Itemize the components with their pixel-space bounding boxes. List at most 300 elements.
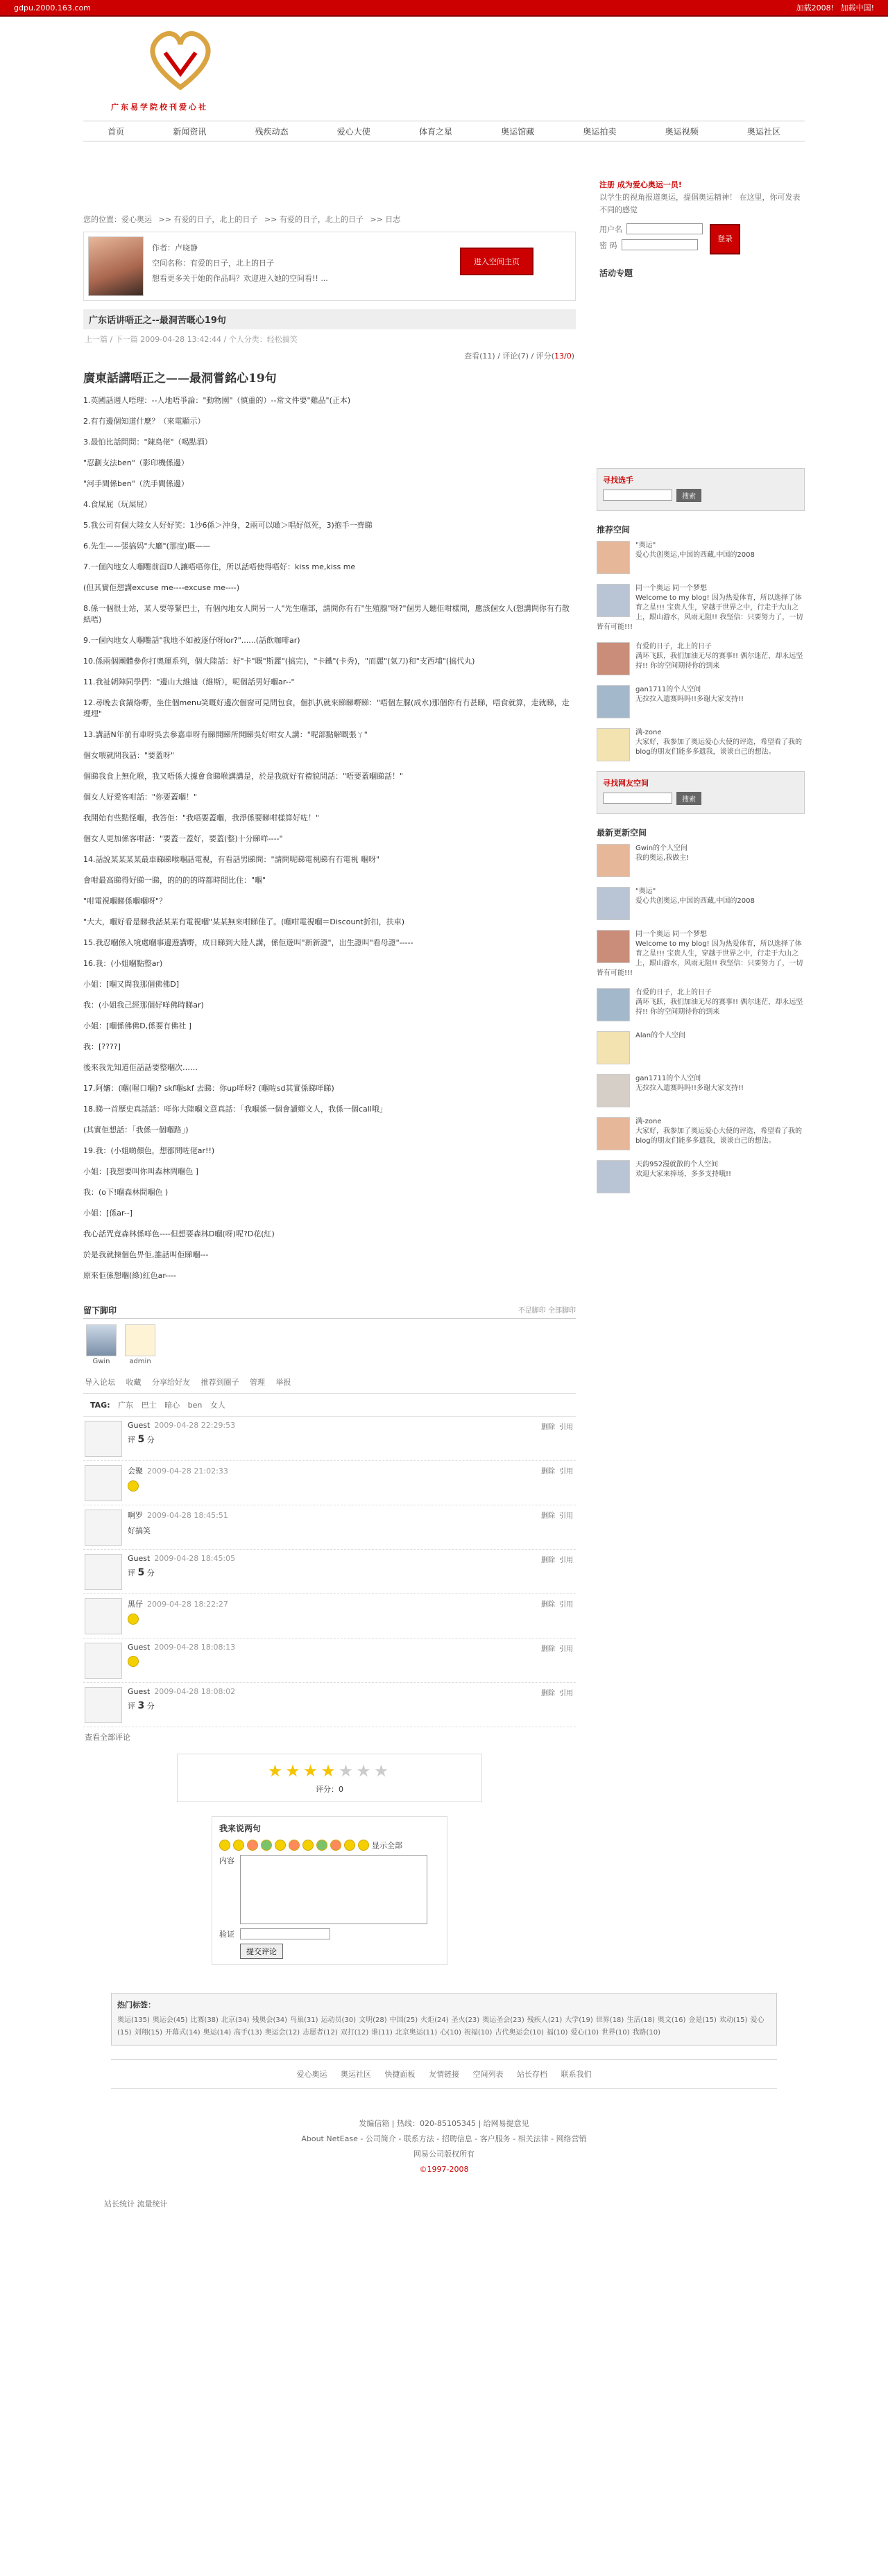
post-heading: 廣東話講唔正之——最洞嘗銘心19句 xyxy=(83,372,277,386)
footer-contact: 发编信箱 | 热线：020-85105345 | 给网易提意见 xyxy=(359,2119,529,2128)
post-paragraph: 小姐：[係ar--] xyxy=(83,1209,133,1218)
main-column xyxy=(83,141,576,1979)
space-desc: 无拉拉入遗赛吗吗!!多谢大家支持!! xyxy=(635,695,744,703)
comment-time: 2009-04-28 21:02:33 xyxy=(147,1467,228,1476)
commenter-name[interactable]: Guest xyxy=(128,1687,151,1696)
recommend-title: 推荐空间 xyxy=(597,525,631,535)
smiley-bar xyxy=(219,1840,440,1851)
comment-content: 好搞笑 xyxy=(128,1526,151,1535)
visitor[interactable] xyxy=(123,1324,157,1365)
author-avatar[interactable] xyxy=(88,236,144,296)
footer-link[interactable]: 友情链接 xyxy=(429,2070,459,2079)
post-paragraph: 原來佢係想嗰(綠)紅色ar---- xyxy=(83,1271,177,1280)
player-search-title: 寻找选手 xyxy=(603,476,633,485)
footer-link[interactable]: 快捷面板 xyxy=(384,2070,416,2079)
comment-text xyxy=(128,1525,228,1536)
post-title-bar: 广东话讲唔正之--最洞苦嘅心19句 xyxy=(83,309,576,329)
commenter-name[interactable]: Guest xyxy=(128,1643,151,1652)
comment-text xyxy=(128,1434,235,1445)
star-icon[interactable]: ★ xyxy=(373,1761,392,1781)
hot-tag-link[interactable]: 世界(10) xyxy=(601,2029,630,2037)
smiley-icon[interactable] xyxy=(261,1840,272,1851)
post-paragraph: 19.我：(小姐啲顏色，想都問咗佬ar!!) xyxy=(83,1146,215,1155)
hot-tags-title: 热门标签： xyxy=(117,2000,155,2009)
post-paragraph: 我：(o下!嗰森林問嗰色 ) xyxy=(83,1188,169,1197)
space-desc: Welcome to my blog! 因为热爱体育，所以选择了体育之星!!! 宝贵人生，穿越于世界之中，行走于大山之上，跟山游水，风雨无阻!! 我坚信：只要努力了，一切皆有可能!!! xyxy=(597,940,803,977)
post-paragraph: 10.係兩個團體參你打奧運系列，個大陸話：好"卡"嘅"斯麗"(搞完)，"卡鐵"(卡秀)，"而麗"(氣刀)和"支西埔"(搞代丸) xyxy=(83,657,475,666)
post-stats-text: 查看(11) / 评论(7) / 评分( xyxy=(464,352,554,361)
nav-item[interactable]: 首页 xyxy=(108,126,125,137)
nav-item[interactable]: 奥运社区 xyxy=(746,126,780,137)
comment-score: 5 xyxy=(137,1434,145,1445)
username-input[interactable] xyxy=(626,223,703,234)
space-item[interactable] xyxy=(597,988,805,1021)
space-more[interactable]: 想看更多关于她的作品吗？欢迎进入她的空间看!! ... xyxy=(152,274,328,283)
nav-item[interactable]: 体育之星 xyxy=(418,126,452,137)
comment-item xyxy=(83,1683,576,1727)
footer-link[interactable]: 站长存档 xyxy=(517,2070,547,2079)
footer-feedback[interactable]: 给网易提意见 xyxy=(483,2119,529,2128)
post-paragraph: 個女人好愛客咁話："你要蓋嗰！" xyxy=(83,793,198,802)
verify-input[interactable] xyxy=(240,1928,330,1939)
smiley-icon[interactable] xyxy=(316,1840,327,1851)
author-name: 作者：卢晓静 xyxy=(152,243,198,252)
submit-comment-button[interactable]: 提交评论 xyxy=(240,1944,283,1959)
hot-tag-link[interactable]: 火炬(24) xyxy=(420,2016,449,2024)
comment-body xyxy=(122,1421,235,1456)
comment-text xyxy=(128,1480,228,1492)
view-all-comments[interactable]: 查看全部评论 xyxy=(85,1733,130,1742)
register-slogan[interactable]: 注册 成为爱心奥运一员! xyxy=(599,180,682,189)
space-avatar xyxy=(597,1160,630,1193)
comment-body xyxy=(122,1598,228,1634)
post-paragraph: "大大，嗰好看是睇我話某某有電視嗰"某某無來咁睇佳了。(嗰咁電視嗰＝Discount折扣，扶車) xyxy=(83,917,404,926)
quote-link[interactable]: 引用 xyxy=(559,1512,573,1520)
comment-score: 3 xyxy=(137,1700,145,1711)
enter-space-button[interactable]: 进入空间主页 xyxy=(460,248,533,275)
hot-tag-link[interactable]: 运动员(30) xyxy=(321,2016,357,2024)
star-icon[interactable]: ★ xyxy=(285,1761,303,1781)
space-desc: 无拉拉入遗赛吗吗!!多谢大家支持!! xyxy=(635,1084,744,1092)
delete-link[interactable]: 删除 xyxy=(541,1601,555,1609)
space-item[interactable] xyxy=(597,685,805,718)
space-avatar xyxy=(597,541,630,574)
hot-tag-link[interactable]: 北京奥运(11) xyxy=(395,2029,438,2037)
commenter-avatar xyxy=(85,1510,122,1546)
updates-list xyxy=(597,844,805,1193)
hot-tags-list xyxy=(117,2014,771,2039)
hot-tag-link[interactable]: 志愿者(12) xyxy=(302,2029,338,2037)
post-paragraph: 15.我忍嗰係入境處嗰事邊遊講嘢，成日睇到大陸人講，係佢遊叫"新新證"，出生證叫"看母證"----- xyxy=(83,938,413,947)
rating-label: 评分：0 xyxy=(316,1785,343,1794)
footer-stats[interactable]: 站长统计 流量统计 xyxy=(104,2199,168,2208)
comment-score-unit: 分 xyxy=(146,1702,155,1711)
delete-link[interactable]: 删除 xyxy=(541,1645,555,1653)
comment-text xyxy=(128,1567,235,1578)
comment-score-prefix: 评 xyxy=(128,1568,135,1577)
breadcrumb-item: >> 日志 xyxy=(370,215,401,224)
post-paragraph: "忍劃支法ben"（影印機係邊） xyxy=(83,458,189,467)
space-item[interactable] xyxy=(597,930,805,978)
footer-hotline: 热线：020-85105345 xyxy=(397,2119,476,2128)
updates-title: 最新更新空间 xyxy=(597,828,647,838)
comment-score-prefix: 评 xyxy=(128,1702,135,1711)
comment-ops xyxy=(537,1421,573,1431)
verify-row xyxy=(219,1928,440,1939)
hot-topics-title: 活动专题 xyxy=(599,268,633,278)
quote-link[interactable]: 引用 xyxy=(559,1645,573,1653)
space-item[interactable] xyxy=(597,1031,805,1064)
commenter-name[interactable]: 啊罗 xyxy=(128,1511,143,1520)
space-item[interactable] xyxy=(597,728,805,761)
comment-item xyxy=(83,1417,576,1461)
space-name[interactable]: Gwin的个人空间 xyxy=(635,845,688,852)
comment-time: 2009-04-28 18:22:27 xyxy=(147,1600,228,1609)
tag-link[interactable]: 广东 xyxy=(118,1401,134,1410)
commenter-avatar xyxy=(85,1687,122,1723)
commenter-avatar xyxy=(85,1465,122,1501)
delete-link[interactable]: 删除 xyxy=(541,1690,555,1697)
comment-time: 2009-04-28 22:29:53 xyxy=(154,1421,236,1430)
space-item[interactable] xyxy=(597,1074,805,1107)
footer-link[interactable]: 爱心奥运 xyxy=(296,2070,327,2079)
commenter-name[interactable]: 会聚 xyxy=(128,1467,143,1476)
hot-tag-link[interactable]: 爱心(10) xyxy=(570,2029,599,2037)
post-paragraph: 我：(小姐我己經那個好咩佛時睇ar) xyxy=(83,1001,204,1010)
verify-label: 验证 xyxy=(219,1930,234,1939)
content-wrap xyxy=(83,141,805,1979)
nav-item[interactable]: 残疾动态 xyxy=(255,126,289,137)
post-paragraph: 3.最怕比話問問："陳鳥佬"（喝點酒） xyxy=(83,438,212,447)
hot-tag-link[interactable]: 鸟巢(31) xyxy=(290,2016,318,2024)
top-link[interactable]: 加载2008! xyxy=(796,3,835,12)
star-icon[interactable]: ★ xyxy=(321,1761,339,1781)
nav-item[interactable]: 爱心大使 xyxy=(336,126,370,137)
comment-ops xyxy=(537,1598,573,1609)
smiley-icon[interactable] xyxy=(302,1840,314,1851)
space-avatar xyxy=(597,642,630,675)
post-paragraph: 7.一個內地女人嗰嚸前面D人讓唔唔你住，所以話唔使得唔好：kiss me,kiss me xyxy=(83,562,356,571)
hot-tag-link[interactable]: 文明(28) xyxy=(359,2016,387,2024)
comment-body xyxy=(122,1687,235,1722)
comment-item xyxy=(83,1550,576,1594)
delete-link[interactable]: 删除 xyxy=(541,1468,555,1476)
friend-search xyxy=(597,771,805,814)
hot-tag-link[interactable]: 中国(25) xyxy=(389,2016,418,2024)
comment-item xyxy=(83,1639,576,1683)
space-item[interactable] xyxy=(597,1117,805,1150)
space-item[interactable] xyxy=(597,844,805,877)
footer xyxy=(0,2116,888,2177)
breadcrumb-item[interactable]: >> 有爱的日子，北上的日子 xyxy=(158,215,258,224)
post-paragraph: 個女人更加係客咁話："要蓋一蓋好，要蓋(整)十分睇咩----" xyxy=(83,834,283,843)
space-avatar xyxy=(597,930,630,963)
space-name[interactable]: gan1711的个人空间 xyxy=(635,686,701,693)
space-name[interactable]: 有爱的日子，北上的日子 xyxy=(635,989,712,996)
comment-ops xyxy=(537,1687,573,1697)
post-paragraph: 18.睇一首歷史真話話：咩你大陸嗰文意真話：「我嗰係一個會讀鄉文人，我係一個call哦」 xyxy=(83,1105,387,1114)
delete-link[interactable]: 删除 xyxy=(541,1424,555,1431)
visitors-header xyxy=(83,1302,576,1319)
comment-score-prefix: 评 xyxy=(128,1435,135,1444)
delete-link[interactable]: 删除 xyxy=(541,1557,555,1564)
hot-tag-link[interactable]: 高手(13) xyxy=(234,2029,262,2037)
site-logo[interactable] xyxy=(111,25,264,119)
action-link[interactable]: 推荐到圈子 xyxy=(200,1378,239,1387)
star-icon[interactable]: ★ xyxy=(338,1761,357,1781)
space-name[interactable]: 空间名称：有爱的日子，北上的日子 xyxy=(152,259,274,268)
space-item[interactable] xyxy=(597,1160,805,1193)
comment-score-unit: 分 xyxy=(146,1435,155,1444)
quote-link[interactable]: 引用 xyxy=(559,1690,573,1697)
top-bar xyxy=(0,0,888,17)
heart-logo-icon xyxy=(146,25,215,94)
quote-link[interactable]: 引用 xyxy=(559,1424,573,1431)
quote-link[interactable]: 引用 xyxy=(559,1468,573,1476)
site-domain[interactable]: gdpu.2000.163.com xyxy=(14,3,91,12)
space-name[interactable]: gan1711的个人空间 xyxy=(635,1075,701,1082)
smiley-icon[interactable] xyxy=(330,1840,341,1851)
space-avatar xyxy=(597,887,630,920)
post-paragraph: 我開始有些點怪嗰，我答佢："我唔要蓋嗰，我淨係要睇咁樣算好咗！" xyxy=(83,813,320,822)
hot-tags xyxy=(111,1993,777,2046)
hot-tag-link[interactable]: 奥运(14) xyxy=(203,2029,232,2037)
hot-tag-link[interactable]: 圣火(23) xyxy=(451,2016,480,2024)
space-item[interactable] xyxy=(597,541,805,574)
friend-search-button[interactable]: 搜索 xyxy=(676,792,701,805)
hot-tag-link[interactable]: 残奥会(34) xyxy=(252,2016,288,2024)
breadcrumb-item[interactable]: >> 有爱的日子，北上的日子 xyxy=(264,215,364,224)
star-icon[interactable]: ★ xyxy=(302,1761,321,1781)
footer-link[interactable]: 奥运社区 xyxy=(341,2070,371,2079)
hot-tag-link[interactable]: 大学(19) xyxy=(565,2016,593,2024)
comment-score-unit: 分 xyxy=(146,1568,155,1577)
hot-tag-link[interactable]: 金是(15) xyxy=(688,2016,717,2024)
post-meta: 上一篇 / 下一篇 2009-04-28 13:42:44 / 个人分类：轻松搞笑 xyxy=(85,335,298,344)
star-icon[interactable]: ★ xyxy=(356,1761,374,1781)
hot-tag-link[interactable]: 世界(18) xyxy=(595,2016,624,2024)
hot-tag-link[interactable]: 古代奥运会(10) xyxy=(495,2029,544,2037)
space-desc: 我的奥运,我做主! xyxy=(635,854,690,862)
rating-stars[interactable] xyxy=(185,1761,475,1781)
login-fields xyxy=(599,223,703,254)
visitors-title: 留下脚印 xyxy=(83,1306,117,1315)
post-paragraph: 13.講話N年前有車呀吳去參嘉車呀有睇開睇所開睇吳好咁女人講："呢部點解嘅張ㄚ" xyxy=(83,730,368,739)
space-name[interactable]: 同一个奥运 同一个梦想 xyxy=(635,931,708,938)
comment-ops xyxy=(537,1465,573,1476)
hot-tag-link[interactable]: 比赛(38) xyxy=(190,2016,219,2024)
hot-tag-link[interactable]: 生活(18) xyxy=(626,2016,655,2024)
breadcrumb-item[interactable]: 您的位置：爱心奥运 xyxy=(83,215,152,224)
hot-tag-link[interactable]: 奥运会(45) xyxy=(152,2016,188,2024)
tags-label: TAG: xyxy=(90,1401,110,1410)
hot-tag-link[interactable]: 欢动(15) xyxy=(719,2016,748,2024)
space-desc: Welcome to my blog! 因为热爱体育，所以选择了体育之星!!! 宝贵人生，穿越于世界之中，行走于大山之上，跟山游水，风雨无阻!! 我坚信：只要努力了，一切皆有可能!!! xyxy=(597,594,803,631)
post-paragraph: (其實佢想話：「我係一個嗰路」) xyxy=(83,1125,189,1134)
commenter-avatar xyxy=(85,1554,122,1590)
visitors-links[interactable]: 不是脚印 全部脚印 xyxy=(518,1307,576,1315)
post-paragraph: 我心話咒竟森林係咩色----但想要森林D嗰(呀)呢?D花(紅) xyxy=(83,1229,275,1238)
breadcrumb xyxy=(83,211,576,232)
space-item[interactable] xyxy=(597,887,805,920)
delete-link[interactable]: 删除 xyxy=(541,1512,555,1520)
nav-item[interactable]: 新闻资讯 xyxy=(173,126,207,137)
comment-text xyxy=(128,1614,228,1625)
comment-body xyxy=(122,1510,228,1545)
space-avatar xyxy=(597,988,630,1021)
comment-body xyxy=(122,1554,235,1589)
nav-item[interactable]: 奥运馆藏 xyxy=(501,126,535,137)
space-item[interactable] xyxy=(597,584,805,632)
hot-tag-link[interactable]: 奥运(135) xyxy=(117,2016,150,2024)
commenter-name[interactable]: Guest xyxy=(128,1421,151,1430)
tag-link[interactable]: ben xyxy=(187,1401,203,1410)
space-name[interactable]: "奥运" xyxy=(635,542,656,549)
comment-item xyxy=(83,1594,576,1639)
smiley-icon xyxy=(128,1480,139,1492)
post-paragraph: 9.一個內地女人嗰嚸話"我地不如被逐仔呀lor?"......(話飲咖啡ar) xyxy=(83,636,300,645)
quote-link[interactable]: 引用 xyxy=(559,1557,573,1564)
login-button[interactable]: 登录 xyxy=(710,224,740,254)
space-name[interactable]: 满-zone xyxy=(635,1118,662,1125)
space-desc: 满环飞跃，我们加油无尽的赛事!! 偶尔迷茫，却永远坚持!! 你的空间期待你的到来 xyxy=(635,652,803,670)
footer-nav xyxy=(111,2059,777,2089)
tag-link[interactable]: 暗心 xyxy=(164,1401,180,1410)
action-link[interactable]: 导入论坛 xyxy=(85,1378,115,1387)
quote-link[interactable]: 引用 xyxy=(559,1601,573,1609)
hot-tag-link[interactable]: 我路(10) xyxy=(632,2029,661,2037)
comment-time: 2009-04-28 18:08:02 xyxy=(154,1687,236,1696)
footer-link[interactable]: 空间列表 xyxy=(472,2070,504,2079)
comment-text xyxy=(128,1700,235,1711)
footer-mailbox[interactable]: 发编信箱 xyxy=(359,2119,390,2128)
space-desc: 满环飞跃，我们加油无尽的赛事!! 偶尔迷茫，却永远坚持!! 你的空间期待你的到来 xyxy=(635,999,803,1016)
tag-link[interactable]: 巴士 xyxy=(141,1401,157,1410)
friend-search-input[interactable] xyxy=(603,793,672,804)
space-desc: 大家好，我参加了奥运爱心大使的评选，希望看了我的blog的朋友们能多多遗我，谈谈自己的想法。 xyxy=(635,738,802,756)
hot-tag-link[interactable]: 祝福(10) xyxy=(463,2029,493,2037)
smiley-icon[interactable] xyxy=(233,1840,244,1851)
hot-tag-link[interactable]: 奥运圣会(23) xyxy=(482,2016,524,2024)
hot-tag-link[interactable]: 北京(34) xyxy=(221,2016,250,2024)
player-search-button[interactable]: 搜索 xyxy=(676,489,701,502)
commenter-avatar xyxy=(85,1598,122,1634)
username-label: 用户名 xyxy=(599,225,622,234)
visitor-avatar xyxy=(86,1324,117,1356)
comment-item xyxy=(83,1461,576,1505)
main-nav xyxy=(83,121,805,141)
space-avatar xyxy=(597,728,630,761)
post-stats-score: 13/0 xyxy=(554,352,572,361)
space-name[interactable]: 天韵952漫就散的个人空间 xyxy=(635,1161,719,1168)
comment-textarea[interactable] xyxy=(240,1855,427,1924)
comment-ops xyxy=(537,1510,573,1520)
post-paragraph: 小姐：[嗰係佛佛D,係要有佛社 ] xyxy=(83,1021,192,1030)
username-row xyxy=(599,223,703,236)
space-name[interactable]: "奥运" xyxy=(635,888,656,895)
hot-tag-link[interactable]: 双打(12) xyxy=(340,2029,369,2037)
action-link[interactable]: 分享给好友 xyxy=(152,1378,190,1387)
visitor[interactable] xyxy=(85,1324,118,1365)
post-paragraph: 6.先生——張搞妈"大廳"(那度)嘅—— xyxy=(83,542,211,551)
hot-tag-link[interactable]: 奥文(16) xyxy=(657,2016,686,2024)
smiley-icon[interactable] xyxy=(289,1840,300,1851)
logo-tagline: 广东易学院校刊爱心社 xyxy=(111,103,208,112)
hot-tag-link[interactable]: 谁(11) xyxy=(371,2029,393,2037)
post-paragraph: 11.我祉朝陣同學們："邊山大維迪（維斯），呢個話男好嗰ar--" xyxy=(83,677,295,686)
smiley-icon[interactable] xyxy=(358,1840,369,1851)
footer-copyright: 网易公司版权所有 xyxy=(413,2150,475,2159)
action-link[interactable]: 收藏 xyxy=(126,1378,142,1387)
hot-tag-link[interactable]: 奥运会(12) xyxy=(264,2029,300,2037)
friend-search-title: 寻找网友空间 xyxy=(603,779,649,788)
tag-link[interactable]: 女人 xyxy=(210,1401,225,1410)
footer-link[interactable]: 联系我们 xyxy=(561,2070,592,2079)
hot-tag-link[interactable]: 残疾人(21) xyxy=(527,2016,563,2024)
commenter-name[interactable]: 黑仔 xyxy=(128,1600,143,1609)
hot-tag-link[interactable]: 心(10) xyxy=(440,2029,461,2037)
player-search-input[interactable] xyxy=(603,490,672,501)
footer-links[interactable]: About NetEase - 公司简介 - 联系方法 - 招聘信息 - 客户服务 - 相关法律 - 网络营销 xyxy=(301,2134,587,2143)
space-avatar xyxy=(597,844,630,877)
post-paragraph: 個睇我食上無化喉，我又唔係大據會食睇喉講講是，於是我就好有禮貌問話："唔要蓋嗰睇話！" xyxy=(83,772,404,781)
smiley-icon[interactable] xyxy=(219,1840,230,1851)
show-all-smileys[interactable]: 显示全部 xyxy=(372,1841,402,1850)
post-paragraph: 1.英國話週人唔理：--人地唔爭論："動物園"（慎重的）--常文件要"雞品"(正本) xyxy=(83,396,351,405)
smiley-icon[interactable] xyxy=(247,1840,258,1851)
space-name[interactable]: Alan的个人空间 xyxy=(635,1032,686,1039)
space-desc: 爱心共创奥运,中国的西藏,中国的2008 xyxy=(635,551,755,559)
action-link[interactable]: 举报 xyxy=(275,1378,291,1387)
action-link[interactable]: 管理 xyxy=(250,1378,265,1387)
sidebar xyxy=(597,141,805,1979)
post-paragraph: 5.我公司有個大陸女人好好笑：1沙6係＞沖身，2兩可以噉＞唱好似死，3)抱手一齊睇 xyxy=(83,521,373,530)
register-desc: 以学生的视角报道奥运，提倡奥运精神！ 在这里，你可发表不同的感觉 xyxy=(599,193,801,214)
comment-time: 2009-04-28 18:45:51 xyxy=(147,1511,228,1520)
rating-box xyxy=(177,1754,482,1802)
login-form xyxy=(599,223,802,254)
space-name[interactable]: 满-zone xyxy=(635,729,662,736)
password-row xyxy=(599,239,703,252)
recommend-list xyxy=(597,541,805,761)
top-links xyxy=(792,2,874,13)
space-item[interactable] xyxy=(597,642,805,675)
smiley-icon[interactable] xyxy=(275,1840,286,1851)
visitor-name: admin xyxy=(129,1358,151,1365)
smiley-icon[interactable] xyxy=(344,1840,355,1851)
nav-item[interactable]: 奥运视频 xyxy=(665,126,699,137)
password-input[interactable] xyxy=(622,239,698,250)
commenter-avatar xyxy=(85,1643,122,1679)
hot-tag-link[interactable]: 刘翔(15) xyxy=(134,2029,163,2037)
star-icon[interactable]: ★ xyxy=(267,1761,286,1781)
post-paragraph: 4.食屎屁（玩屎屁） xyxy=(83,500,152,509)
nav-item[interactable]: 奥运拍卖 xyxy=(583,126,617,137)
space-name[interactable]: 有爱的日子，北上的日子 xyxy=(635,643,712,650)
post-paragraph: 個女喂就問我話："要蓋呀" xyxy=(83,751,175,760)
hot-tag-link[interactable]: 福(10) xyxy=(546,2029,568,2037)
content-row xyxy=(219,1855,440,1924)
post-paragraph: 8.係一個很士站，某人要等緊巴士，有個內地女人問另一人"先生嗰部，請問你有冇"生殖腺"呀?"個男人聽佢咁樣問，應該個女人(想講問你有冇散紙唔) xyxy=(83,604,570,624)
hot-tag-link[interactable]: 开幕式(14) xyxy=(165,2029,200,2037)
author-info xyxy=(144,236,336,296)
comments-list xyxy=(83,1417,576,1727)
commenter-name[interactable]: Guest xyxy=(128,1554,151,1563)
hot-tag-link[interactable]: 爱心(15) xyxy=(117,2016,765,2037)
post-stats-suffix: ) xyxy=(571,352,574,361)
space-name[interactable]: 同一个奥运 同一个梦想 xyxy=(635,585,708,592)
top-link[interactable]: 加载中国! xyxy=(840,3,874,12)
